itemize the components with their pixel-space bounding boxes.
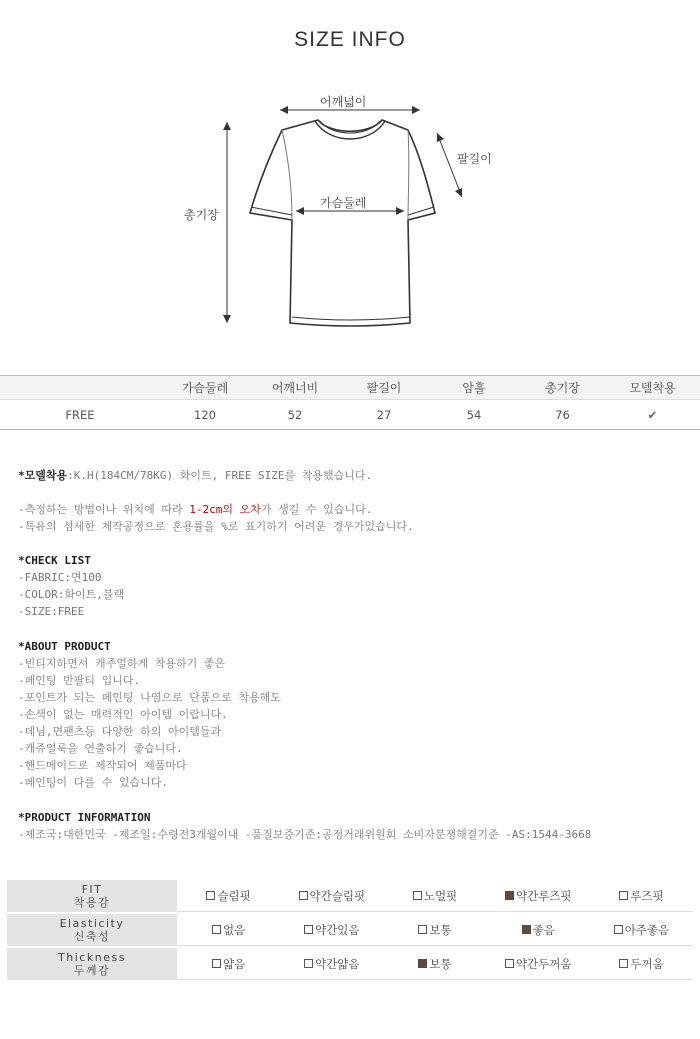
fit-options — [177, 948, 693, 980]
fit-option — [590, 914, 693, 945]
checkbox-checked-icon — [522, 925, 531, 934]
header-cell: 총기장 — [545, 381, 580, 395]
value-cell: 27 — [376, 407, 392, 422]
fit-option — [177, 914, 280, 945]
list-item: -핸드메이드로 제작되어 제품마다 — [18, 759, 187, 772]
fit-options — [177, 880, 693, 912]
checkmark-icon: ✔ — [647, 407, 658, 422]
fit-option — [383, 914, 486, 945]
fit-table — [7, 880, 693, 982]
checkbox-icon — [505, 959, 514, 968]
option-label: 약간루즈핏 — [515, 888, 572, 903]
option-label: 좋음 — [532, 922, 555, 937]
checkbox-icon — [206, 891, 215, 900]
fit-row-elasticity — [7, 914, 693, 948]
fit-option — [280, 914, 383, 945]
length-label: 총기장 — [184, 208, 219, 222]
checkbox-icon — [299, 891, 308, 900]
fit-option — [487, 948, 590, 979]
size-cell: FREE — [65, 407, 95, 422]
option-label: 없음 — [222, 922, 246, 937]
size-table-header — [0, 375, 700, 400]
checkbox-checked-icon — [418, 959, 427, 968]
list-item: -페인팅이 다를 수 있습니다. — [18, 776, 168, 789]
model-note-text: :K.H(184CM/78KG) 화이트, FREE SIZE를 착용했습니다. — [67, 469, 373, 482]
list-item: -데님,면팬츠등 다양한 하의 아이템들과 — [18, 725, 222, 738]
fit-label-ko: 착용감 — [73, 896, 111, 909]
checkbox-icon — [418, 925, 427, 934]
fit-label-en: Thickness — [58, 951, 126, 964]
header-cell — [0, 376, 160, 399]
value-cell: 54 — [466, 407, 482, 422]
option-label: 약간두꺼움 — [515, 956, 572, 971]
header-cell: 어깨너비 — [271, 381, 319, 395]
list-item: -페인팅 반팔티 입니다. — [18, 674, 141, 687]
option-label: 약간있음 — [315, 922, 360, 937]
option-label: 약간슬림핏 — [309, 888, 366, 903]
checkbox-icon — [304, 925, 313, 934]
about-product — [18, 638, 281, 791]
fit-option — [590, 948, 693, 979]
option-label: 두꺼움 — [630, 956, 664, 971]
checkbox-icon — [413, 891, 422, 900]
fit-option — [177, 880, 280, 911]
list-item: -포인트가 되는 페인팅 나염으로 단품으로 착용해도 — [18, 691, 281, 704]
fit-option — [383, 948, 486, 979]
checkbox-icon — [212, 925, 221, 934]
note-line-2: -특유의 섬세한 제작공정으로 혼용률을 %로 표기하기 어려운 경우가있습니다. — [18, 520, 414, 533]
option-label: 슬림핏 — [217, 888, 251, 903]
fit-options — [177, 914, 693, 946]
fit-label-en: Elasticity — [59, 917, 125, 930]
option-label: 루즈핏 — [630, 888, 664, 903]
header-cell: 암홀 — [462, 381, 486, 395]
list-item: -SIZE:FREE — [18, 605, 85, 618]
model-note — [18, 467, 372, 484]
fit-label-en: FIT — [81, 883, 103, 896]
about-product-head: *ABOUT PRODUCT — [18, 640, 111, 653]
fit-option — [590, 880, 693, 911]
check-list — [18, 552, 124, 620]
page-title: SIZE INFO — [294, 28, 406, 51]
value-cell: 76 — [555, 407, 570, 422]
fit-option — [280, 948, 383, 979]
option-label: 보통 — [429, 956, 452, 971]
option-label: 약간얇음 — [315, 956, 360, 971]
table-row — [0, 400, 700, 430]
fit-row-thickness — [7, 948, 693, 982]
product-information-text: -제조국:대한민국 -제조일:수령전3개월이내 -품질보증기준:공정거래위원회 소비자분쟁해결기준 -AS:1544-3668 — [18, 828, 592, 841]
header-cell: 가슴둘레 — [181, 381, 229, 395]
fit-option — [383, 880, 486, 911]
fit-option — [487, 914, 590, 945]
value-cell: 120 — [194, 407, 216, 422]
list-item: -손색이 없는 매력적인 아이템 이랍니다. — [18, 708, 228, 721]
option-label: 보통 — [429, 922, 452, 937]
check-list-head: *CHECK LIST — [18, 554, 91, 567]
checkbox-checked-icon — [505, 891, 514, 900]
note-line-1 — [18, 501, 414, 518]
model-note-head: *모델착용 — [18, 469, 68, 482]
error-range-highlight: 1-2cm의 오차 — [189, 503, 261, 516]
fit-row-fit — [7, 880, 693, 914]
fit-option — [487, 880, 590, 911]
fit-label-ko: 신축성 — [73, 930, 111, 943]
option-label: 아주좋음 — [624, 922, 670, 937]
fit-option — [177, 948, 280, 979]
checkbox-icon — [614, 925, 623, 934]
sleeve-label: 팔길이 — [457, 152, 492, 166]
list-item: -빈티지하면서 캐주얼하게 착용하기 좋은 — [18, 657, 226, 670]
fit-label — [7, 880, 177, 912]
checkbox-icon — [619, 959, 628, 968]
checkbox-icon — [619, 891, 628, 900]
fit-label — [7, 914, 177, 946]
value-cell: 52 — [287, 407, 303, 422]
list-item: -FABRIC:면100 — [18, 571, 102, 584]
measurement-notes — [18, 501, 414, 535]
product-information-head: *PRODUCT INFORMATION — [18, 811, 151, 824]
fit-label-ko: 두께감 — [73, 964, 111, 977]
checkbox-icon — [212, 959, 221, 968]
chest-label: 가슴둘레 — [320, 196, 367, 210]
product-information — [18, 809, 591, 843]
fit-label — [7, 948, 177, 980]
header-cell: 팔길이 — [366, 381, 402, 395]
checkbox-icon — [304, 959, 313, 968]
tshirt-diagram — [170, 85, 530, 335]
option-label: 노멀핏 — [423, 888, 458, 903]
note-text: -측정하는 방법이나 위치에 따라 — [18, 503, 190, 516]
note-text: 가 생길 수 있습니다. — [260, 503, 373, 516]
list-item: -캐쥬얼룩을 연출하기 좋습니다. — [18, 742, 183, 755]
fit-option — [280, 880, 383, 911]
shoulder-label: 어깨넓이 — [320, 95, 367, 109]
size-table — [0, 375, 700, 430]
header-cell: 모델착용 — [629, 381, 676, 395]
list-item: -COLOR:화이트,블랙 — [18, 588, 125, 601]
option-label: 얇음 — [222, 956, 246, 971]
